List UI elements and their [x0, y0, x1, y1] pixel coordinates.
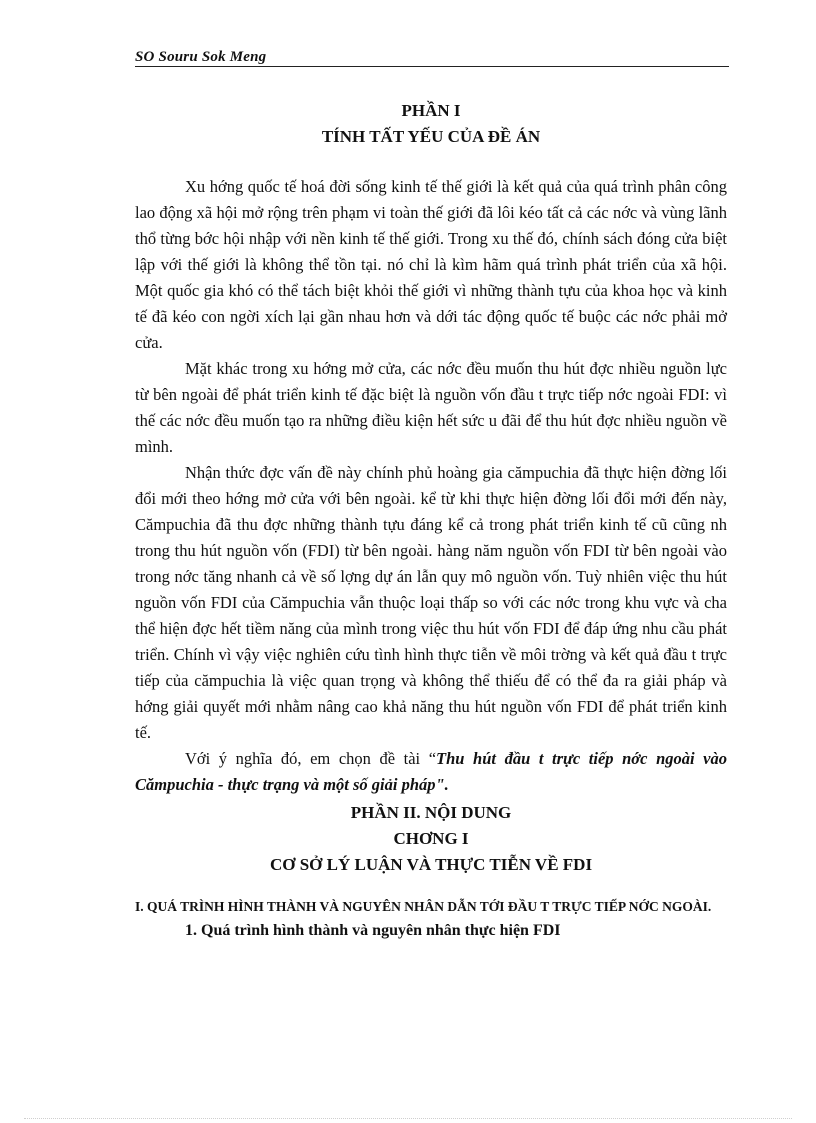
chapter-label: CHƠNG I [393, 829, 469, 848]
topic-lead: Với ý nghĩa đó, em chọn đề tài “ [185, 749, 437, 768]
spacer [135, 150, 727, 174]
header-author: SO Souru Sok Meng [135, 49, 267, 65]
page-header [135, 48, 729, 67]
paragraph-1: Xu hớng quốc tế hoá đời sống kinh tế thế giới là kết quả của quá trình phân công lao động xã hội mở rộng trên phạm vi toàn thế giới đã lôi kéo tất cả các nớc và vùng lãnh thổ từng bớc hội nhập với nền kinh tế thế giới. Trong xu thế đó, chính sách đóng cửa biệt lập với thế giới là không thể tồn tại. nó chỉ là kìm hãm quá trình phát triển của xã hội. Một quốc gia khó có thể tách biệt khỏi thế giới vì những thành tựu của khoa học và kinh tế đã kéo con ngời xích lại gần nhau hơn và dới tác động quốc tế buộc các nớc phải mở cửa. [135, 177, 727, 352]
paragraph-2: Mặt khác trong xu hớng mở cửa, các nớc đều muốn thu hút đợc nhiều nguồn lực từ bên ngoài để phát triển kinh tế đặc biệt là nguồn vốn đầu t trực tiếp nớc ngoài FDI: vì thế các nớc đều muốn tạo ra những điều kiện hết sức u đãi để thu hút đợc nhiều nguồn về mình. [135, 359, 727, 456]
page-bottom-divider [24, 1118, 792, 1119]
spacer [135, 878, 727, 898]
document-body [135, 98, 727, 944]
chapter-title: CƠ SỞ LÝ LUẬN VÀ THỰC TIỄN VỀ FDI [269, 855, 593, 874]
topic-paragraph [135, 746, 727, 798]
part-1-title: PHẦN I [401, 101, 461, 120]
paragraph-3: Nhận thức đợc vấn đề này chính phủ hoàng gia cămpuchia đã thực hiện đờng lối đổi mới theo hớng mở cửa với bên ngoài. kể từ khi thực hiện đờng lối đổi mới đến này, Cămpuchia đã thu đợc những thành tựu đáng kể cả trong phát triển kinh tế cũ cũng nh trong thu hút nguồn vốn (FDI) từ bên ngoài. hàng năm nguồn vốn FDI từ bên ngoài vào trong nớc tăng nhanh cả về số lợng dự án lẫn quy mô nguồn vốn. Tuỳ nhiên việc thu hút nguồn vốn FDI của Cămpuchia vẫn thuộc loại thấp so với các nớc trong khu vực và cha thể hiện đợc hết tiềm năng của mình trong việc thu hút vốn FDI để đáp ứng nhu cầu phát triển. Chính vì vậy việc nghiên cứu tình hình thực tiễn về môi trờng và kết quả đầu t trực tiếp của cămpuchia là việc quan trọng và không thể thiếu để có thể đa ra giải pháp và hớng giải quyết mới nhằm nâng cao khả năng thu hút nguồn vốn FDI để phát triển kinh tế. [135, 463, 727, 742]
section-heading: I. QUÁ TRÌNH HÌNH THÀNH VÀ NGUYÊN NHÂN DẪN TỚI ĐẦU T TRỰC TIẾP NỚC NGOÀI. [135, 899, 712, 914]
topic-title: Thu hút đầu t trực tiếp nớc ngoài vào Cămpuchia - thực trạng và một số giải pháp". [135, 749, 727, 794]
part-1-subtitle: TÍNH TẤT YẾU CỦA ĐỀ ÁN [321, 127, 541, 146]
part-2-title: PHẦN II. NỘI DUNG [350, 803, 512, 822]
subsection-heading: 1. Quá trình hình thành và nguyên nhân thực hiện FDI [185, 922, 561, 939]
